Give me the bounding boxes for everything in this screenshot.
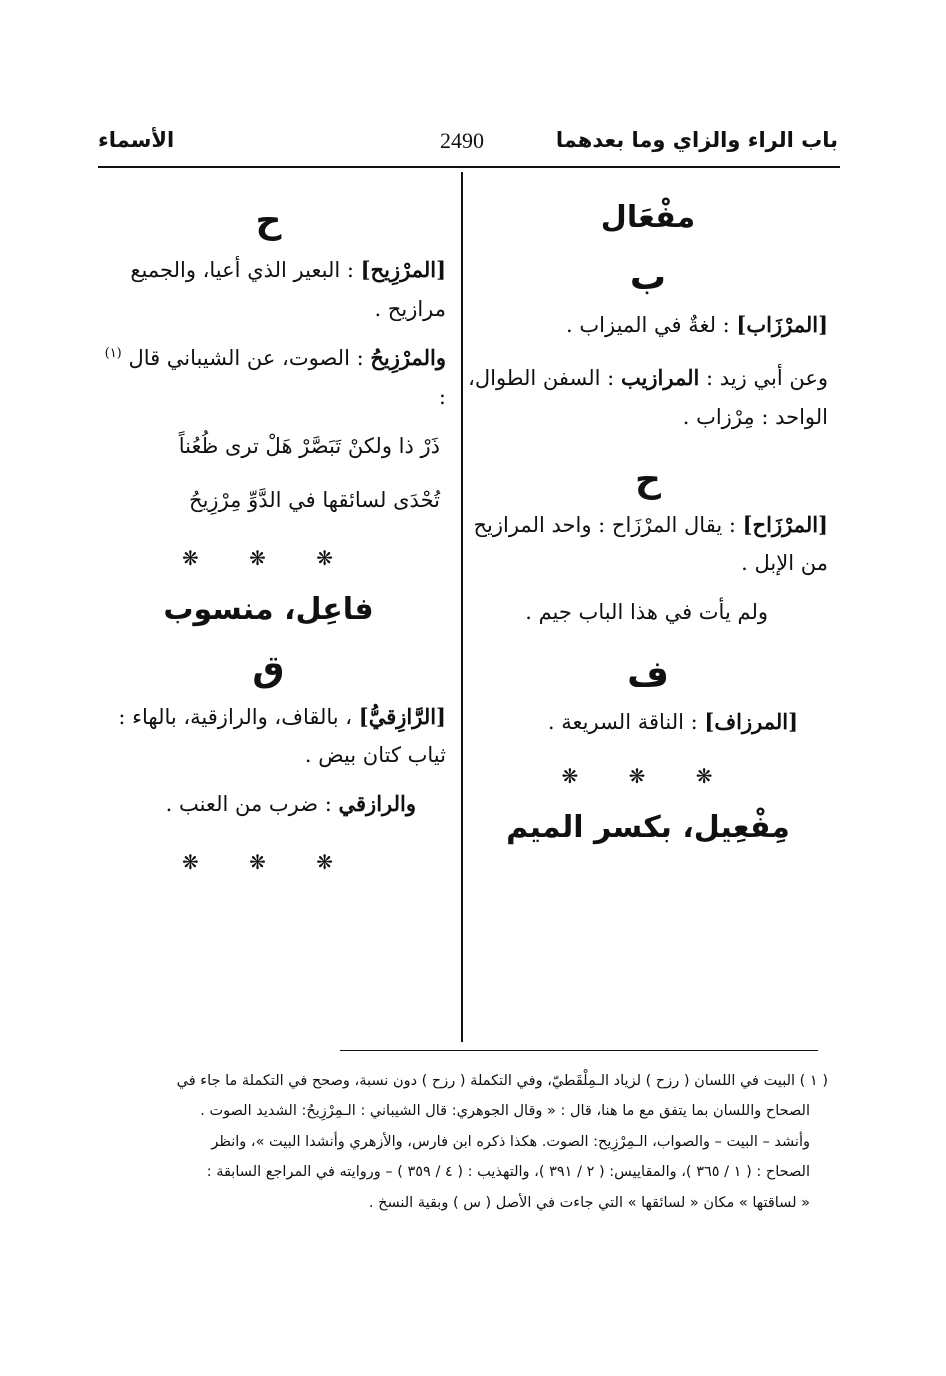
letter-ha: ح: [255, 200, 282, 241]
entry-definition: : الناقة السريعة .: [547, 710, 698, 735]
entry-mirzab: [468, 306, 828, 345]
entry-definition: : الصوت، عن الشيباني قال: [128, 345, 364, 370]
entry-definition: : يقال المرْزَاح : واحد المرازيح من الإبل .: [473, 512, 828, 576]
entry-definition: ، بالقاف، والرازقية، بالهاء : ثياب كتان بيض .: [118, 704, 446, 768]
section-separator: ❋ ❋ ❋: [182, 545, 355, 570]
header-divider: [98, 166, 840, 168]
letter-fa: ف: [627, 654, 669, 696]
entry-definition: : السفن الطوال، الواحد : مِرْزاب .: [468, 365, 828, 429]
entry-mirzih-sound: [91, 339, 446, 417]
letter-qaf: ق: [252, 648, 285, 690]
entry-term: [المرْزَاح]: [742, 511, 828, 537]
entry-term: والرازقي: [338, 791, 416, 817]
left-column: [91, 200, 446, 874]
entry-term: والمرْزِيحُ: [370, 344, 446, 370]
poem-verse-second-half: تُحْدَى لسائقها في الدَّوِّ مِرْزِيحُ: [189, 487, 440, 512]
colon: :: [438, 384, 446, 409]
entry-term: [الرَّازِقيُّ]: [358, 703, 446, 729]
entry-term: المرازيب: [620, 364, 700, 390]
section-separator: ❋ ❋ ❋: [561, 763, 735, 788]
footnote-line: الصحاح واللسان بما يتفق مع ما هنا، قال : « وقال الجوهري: قال الشيباني : الـمِرْزِيحُ: الشديد الصوت .: [200, 1103, 810, 1120]
entry-term: [المرزاف]: [704, 709, 798, 735]
entry-prefix: وعن أبي زيد :: [706, 365, 828, 390]
footnote-reference: (١): [104, 345, 122, 361]
section-separator: ❋ ❋ ❋: [182, 850, 355, 875]
entry-definition: : لغةٌ في الميزاب .: [566, 313, 730, 337]
entry-marazib: [468, 359, 828, 437]
footnote-line: ( ١ ) البيت في اللسان ( رزح ) لزياد الـمِلْقَطيّ، وفي التكملة ( رزح ) دون نسبة، وصحح في التكملة ما جاء في: [176, 1073, 828, 1089]
footnote-line: الصحاح : ( ١ / ٣٦٥ )، والمقاييس: ( ٢ / ٣٩١ )، والتهذيب : ( ٤ / ٣٥٩ ) – وروايته في المراجع السابقة :: [206, 1164, 810, 1181]
entry-term: [المرْزَاب]: [736, 312, 828, 337]
right-column: [468, 200, 828, 845]
footnote-line: « لساقتها » مكان « لسائقها » التي جاءت في الأصل ( س ) وبقية النسخ .: [368, 1194, 810, 1211]
entry-term: [المرْزِيح]: [360, 257, 446, 282]
pattern-heading-mifeel: مِفْعِيل، بكسر الميم: [506, 809, 790, 845]
section-title: الأسماء: [98, 128, 175, 152]
entry-mirzah: [468, 506, 828, 584]
letter-ba: ب: [629, 257, 667, 298]
poem-verse-first-half: ذَرْ ذا ولكنْ تَبَصَّرْ هَلْ ترى ظُعُناً: [178, 434, 440, 459]
footnote-line: وأنشد – البيت – والصواب، الـمِرْزِيح: الصوت. هكذا ذكره ابن فارس، والأزهري وأنشدا البيت »، وانظر: [211, 1133, 810, 1150]
chapter-title: باب الراء والزاي وما بعدهما: [555, 128, 838, 152]
pattern-heading-mifaal: مفْعَال: [600, 200, 696, 235]
chapter-note: ولم يأت في هذا الباب جيم .: [525, 600, 768, 625]
letter-ha: ح: [635, 458, 661, 500]
entry-definition: : البعير الذي أعيا، والجميع مرازيح .: [130, 258, 446, 321]
entry-definition: : ضرب من العنب .: [165, 792, 332, 817]
column-divider: [461, 172, 463, 1042]
entry-raziqi: [91, 698, 446, 776]
pattern-heading-fail: فاعِل، منسوب: [163, 591, 374, 627]
footnote-divider: [340, 1050, 818, 1051]
entry-mirzih: [91, 251, 446, 329]
page-number: 2490: [440, 128, 484, 153]
entry-raziqi-grape: [91, 785, 446, 824]
footnote: [102, 1066, 828, 1218]
entry-mirzaf: [468, 703, 828, 742]
